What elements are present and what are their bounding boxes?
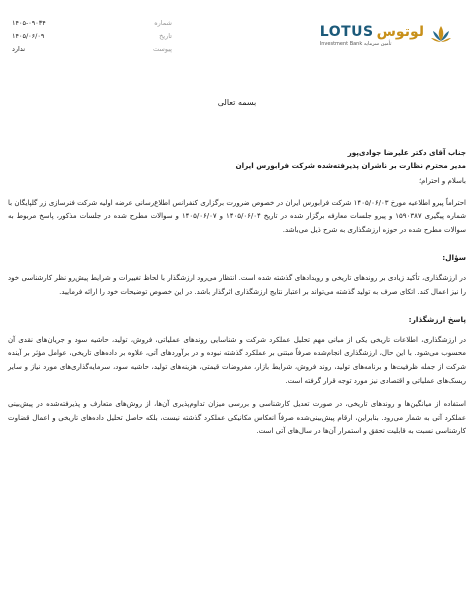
answer-paragraph-2: استفاده از میانگین‌ها و روندهای تاریخی، در صورت تعدیل کارشناسی و بررسی میزان تداوم‌پذیری آن‌ها، از روش‌های متعارف و پذیرفته‌شده در پیش‌بینی عملکرد آتی به شمار می‌رود. بنابراین، ارقام پیش‌بینی‌شده صرفاً انعکاس مکانیکی عملکرد گذشته نیست، بلکه حاصل تحلیل داده‌های تاریخی و اعمال قضاوت کارشناسی نسبت به قابلیت تحقق و استمرار آن‌ها در سال‌های آتی است. [8,400,466,436]
lotus-flower-icon [428,22,454,48]
attachment-label: پیوست [153,44,172,53]
salutation: بسمه تعالی [217,98,257,107]
date-value: ۱۴۰۵/۰۶/۰۹ [12,31,45,40]
meta-number-row [12,16,172,29]
addressee-name: جناب آقای دکتر علیرضا جوادی‌پور [347,148,466,157]
question-text: در ارزشگذاری، تأکید زیادی بر روندهای تاریخی و رویدادهای گذشته شده است. انتظار می‌رود ارزشگذار با لحاظ تغییرات و شرایط پیش‌رو نظر کارشناسی خود را نیز اعمال کند. اتکای صرف به تولید گذشته می‌تواند بر اعتبار نتایج ارزشگذاری اثرگذار باشد. در این خصوص توضیحات خود را ارائه فرمایید. [8,273,466,296]
answer-heading: پاسخ ارزشگذار: [408,315,466,325]
letter-meta [12,16,172,55]
answer-paragraph-1: در ارزشگذاری، اطلاعات تاریخی یکی از مبانی مهم تحلیل عملکرد شرکت و شناسایی روندهای عملیاتی، فروش، تولید، حاشیه سود و جریان‌های نقدی آن محسوب می‌شود. با این حال، ارزشگذاری انجام‌شده صرفاً مبتنی بر عملکرد گذشته نبوده و در برآوردهای آتی، علاوه بر داده‌های تاریخی، عوامل مؤثر بر آینده شرکت از جمله ظرفیت‌ها و برنامه‌های تولید، روند فروش، شرایط بازار، مفروضات قیمتی، هزینه‌های تولید، حاشیه سود، سرمایه‌گذاری‌های مورد نیاز و سایر ریسک‌های عملیاتی و اقتصادی نیز مورد توجه قرار گرفته است. [8,335,466,385]
logo-persian: لوتوس [376,23,424,40]
date-label: تاریخ [159,31,172,40]
number-value: ۱۴۰۵-۰۹۰۳۴ [12,18,46,27]
intro-paragraph: احتراماً پیرو اطلاعیه مورخ ۱۴۰۵/۰۶/۰۳ شرکت فرابورس ایران در خصوص ضرورت برگزاری کنفرانس اطلاع‌رسانی عرضه اولیه شرکت فنرسازی زر گلپایگان با شماره پیگیری ۱۵۹۰۳۸۷ و پیرو جلسات معارفه برگزار شده در تاریخ ۱۴۰۵/۰۶/۰۴ و ۱۴۰۵/۰۶/۰۷ و سوالات مطرح شده در جلسات مذکور، پاسخ مربوط به سوالات مطرح شده در حوزه ارزشگذاری به شرح ذیل می‌باشد. [8,198,466,234]
question-heading: سؤال: [442,253,466,263]
addressee-title: مدیر محترم نظارت بر ناشران پذیرفته‌شده شرکت فرابورس ایران [235,161,466,170]
logo-text [320,24,424,47]
company-logo [314,14,454,56]
logo-tagline: Investment Bank تأمین سرمایه [319,40,392,47]
logo-wordmark [320,24,424,40]
greeting: باسلام و احترام؛ [418,177,466,185]
meta-date-row [12,29,172,42]
attachment-value: ندارد [12,44,26,53]
number-label: شماره [154,18,172,27]
letter-body [8,146,466,439]
logo-latin: LOTUS [319,23,374,40]
meta-attachment-row [12,42,172,55]
